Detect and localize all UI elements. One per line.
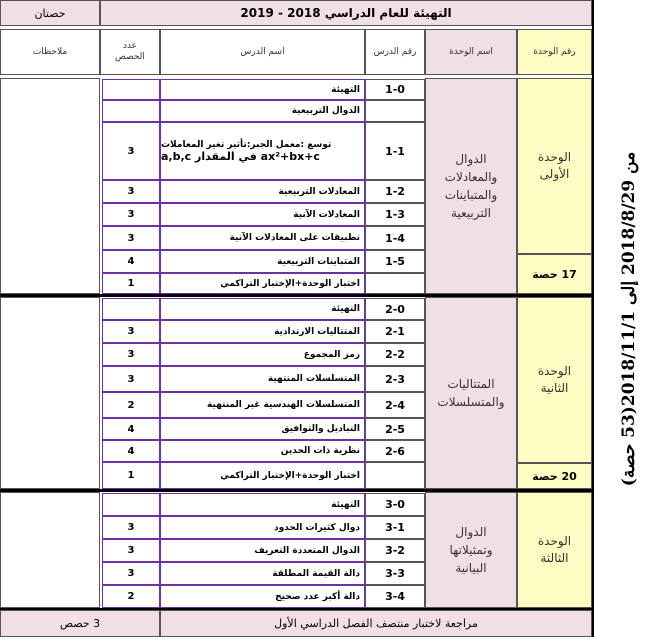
lesson-name — [160, 343, 365, 366]
lesson-name — [160, 462, 365, 489]
school-year-title — [100, 0, 592, 26]
lesson-name-text: تطبيقات على المعادلات الآنية — [229, 233, 360, 243]
lesson-count: 3 — [102, 122, 160, 180]
header-unit-number — [517, 29, 592, 75]
lesson-name — [160, 392, 365, 418]
lesson-name — [160, 100, 365, 122]
lesson-name — [160, 320, 365, 343]
lesson-number: 2-1 — [365, 320, 425, 343]
unit-3-name — [425, 492, 517, 608]
lesson-name-text: دوال كثيرات الحدود — [273, 522, 360, 533]
unit-1-total — [517, 254, 592, 294]
lesson-number: 3-1 — [365, 516, 425, 539]
lesson-name — [160, 203, 365, 226]
unit-1-name-text: الدوال والمعادلات والمتباينات التربيعية — [444, 152, 498, 220]
lesson-count — [102, 100, 160, 122]
unit-1-total-text: 17 حصة — [532, 267, 577, 281]
header-count — [100, 29, 160, 75]
lesson-number — [365, 273, 425, 294]
lesson-count: 4 — [102, 418, 160, 440]
header-unit-name — [425, 29, 517, 75]
lesson-name-text: اختبار الوحدة+الإختبار التراكمي — [220, 470, 360, 481]
footer-review — [160, 610, 592, 637]
lesson-count: 4 — [102, 250, 160, 273]
lesson-count: 3 — [102, 203, 160, 226]
lesson-name-text: المعادلات التربيعية — [278, 186, 360, 197]
lesson-name-text: الدوال التربيعية — [291, 106, 360, 116]
lesson-count: 3 — [102, 320, 160, 343]
unit-1-number — [517, 78, 592, 254]
unit-2-number — [517, 297, 592, 463]
lesson-count: 1 — [102, 462, 160, 489]
unit-2-total-text: 20 حصة — [532, 469, 577, 483]
lesson-count: 2 — [102, 585, 160, 608]
lesson-name-text: المتسلسلات المنتهية — [267, 374, 360, 384]
unit-1-name — [425, 78, 517, 294]
footer-sessions-text: 3 حصص — [59, 617, 101, 630]
sessions-left-text: حصتان — [34, 6, 66, 20]
header-notes-label: ملاحظات — [32, 47, 68, 57]
lesson-count: 3 — [102, 562, 160, 585]
lesson-name-text: رمز المجموع — [303, 349, 360, 360]
unit-2-total — [517, 463, 592, 489]
unit-3-number-text: الوحدة الثالثة — [537, 534, 572, 565]
lesson-number: 1-2 — [365, 180, 425, 203]
lesson-name-line2: ax²+bx+c في المقدار a,b,c — [161, 149, 320, 163]
lesson-name-text: اختبار الوحدة+الإختبار التراكمي — [220, 278, 360, 289]
lesson-number: 1-3 — [365, 203, 425, 226]
lesson-name-text: المتسلسلات الهندسية غير المنتهية — [206, 400, 360, 410]
lesson-name — [160, 516, 365, 539]
sessions-left-cell — [0, 0, 100, 26]
lesson-name — [160, 180, 365, 203]
header-unit-name-label: اسم الوحدة — [449, 47, 493, 57]
lesson-number: 3-2 — [365, 539, 425, 562]
lesson-count — [102, 298, 160, 320]
lesson-name — [160, 440, 365, 462]
unit-2-name — [425, 297, 517, 489]
lesson-number: 3-4 — [365, 585, 425, 608]
lesson-name-text: المتباينات التربيعية — [277, 256, 360, 267]
side-date-text: من 2018/8/29 إلى 2018/11/1(53 حصة) — [619, 151, 640, 486]
lesson-name — [160, 273, 365, 294]
lesson-name — [160, 418, 365, 440]
lesson-name-text: التهيئة — [331, 499, 360, 510]
lesson-count: 3 — [102, 343, 160, 366]
lesson-number — [365, 462, 425, 489]
lesson-name-line1: توسع :معمل الجبر:تأثير تغير المعاملات — [161, 139, 332, 150]
lesson-count: 1 — [102, 273, 160, 294]
lesson-number: 1-4 — [365, 226, 425, 250]
lesson-name-text: نظرية ذات الحدين — [280, 446, 360, 456]
lesson-name-text: الدوال المتعددة التعريف — [254, 545, 360, 556]
lesson-name-text: دالة أكبر عدد صحيح — [275, 591, 360, 602]
lesson-name — [160, 226, 365, 250]
lesson-name-text: المعادلات الآنية — [293, 209, 360, 220]
lesson-name — [160, 585, 365, 608]
lesson-number: 3-0 — [365, 493, 425, 516]
lesson-name — [160, 562, 365, 585]
lesson-number: 2-4 — [365, 392, 425, 418]
lesson-name-text: المتتاليات الارتدادية — [274, 326, 360, 337]
side-date-note — [592, 0, 667, 637]
header-lesson-name-label: اسم الدرس — [240, 47, 285, 57]
lesson-number: 1-0 — [365, 79, 425, 100]
unit-2-name-text: المتتاليات والمتسلسلات — [437, 377, 505, 409]
footer-review-text: مراجعة لاختبار منتصف الفصل الدراسي الأول — [274, 617, 478, 630]
header-lesson-name — [160, 29, 365, 75]
unit-2-number-text: الوحدة الثانية — [537, 364, 572, 395]
lesson-name-text: التباديل والتوافيق — [281, 424, 360, 434]
lesson-count — [102, 493, 160, 516]
header-lesson-number-label: رقم الدرس — [373, 47, 417, 57]
lesson-name-text: دالة القيمة المطلقة — [272, 568, 360, 579]
lesson-name — [160, 122, 365, 180]
unit-1-notes — [0, 78, 100, 294]
unit-3-number — [517, 492, 592, 608]
lesson-count: 3 — [102, 539, 160, 562]
lesson-number: 3-3 — [365, 562, 425, 585]
lesson-count: 2 — [102, 392, 160, 418]
lesson-number: 2-2 — [365, 343, 425, 366]
header-unit-number-label: رقم الوحدة — [533, 47, 576, 57]
header-lesson-number — [365, 29, 425, 75]
lesson-count — [102, 79, 160, 100]
lesson-name — [160, 250, 365, 273]
lesson-name — [160, 79, 365, 100]
lesson-count: 3 — [102, 366, 160, 392]
lesson-name-text: التهيئة — [331, 304, 360, 314]
lesson-name — [160, 366, 365, 392]
lesson-count: 3 — [102, 516, 160, 539]
lesson-number: 2-0 — [365, 298, 425, 320]
lesson-number: 2-6 — [365, 440, 425, 462]
school-year-text: التهيئة للعام الدراسي 2018 - 2019 — [240, 6, 452, 20]
lesson-number: 2-3 — [365, 366, 425, 392]
footer-sessions — [0, 610, 160, 637]
lesson-name — [160, 493, 365, 516]
lesson-number: 2-5 — [365, 418, 425, 440]
lesson-count: 4 — [102, 440, 160, 462]
unit-3-notes — [0, 492, 100, 608]
unit-2-notes — [0, 297, 100, 489]
lesson-number: 1-1 — [365, 122, 425, 180]
header-count-label: عدد الحصص — [115, 41, 145, 62]
unit-1-number-text: الوحدة الأولى — [537, 150, 572, 181]
header-notes — [0, 29, 100, 75]
lesson-number: 1-5 — [365, 250, 425, 273]
lesson-name — [160, 298, 365, 320]
lesson-count: 3 — [102, 180, 160, 203]
lesson-name-text: التهيئة — [331, 84, 360, 95]
lesson-count: 3 — [102, 226, 160, 250]
lesson-name — [160, 539, 365, 562]
unit-3-name-text: الدوال وتمثيلاتها البيانية — [449, 525, 493, 575]
lesson-number — [365, 100, 425, 122]
